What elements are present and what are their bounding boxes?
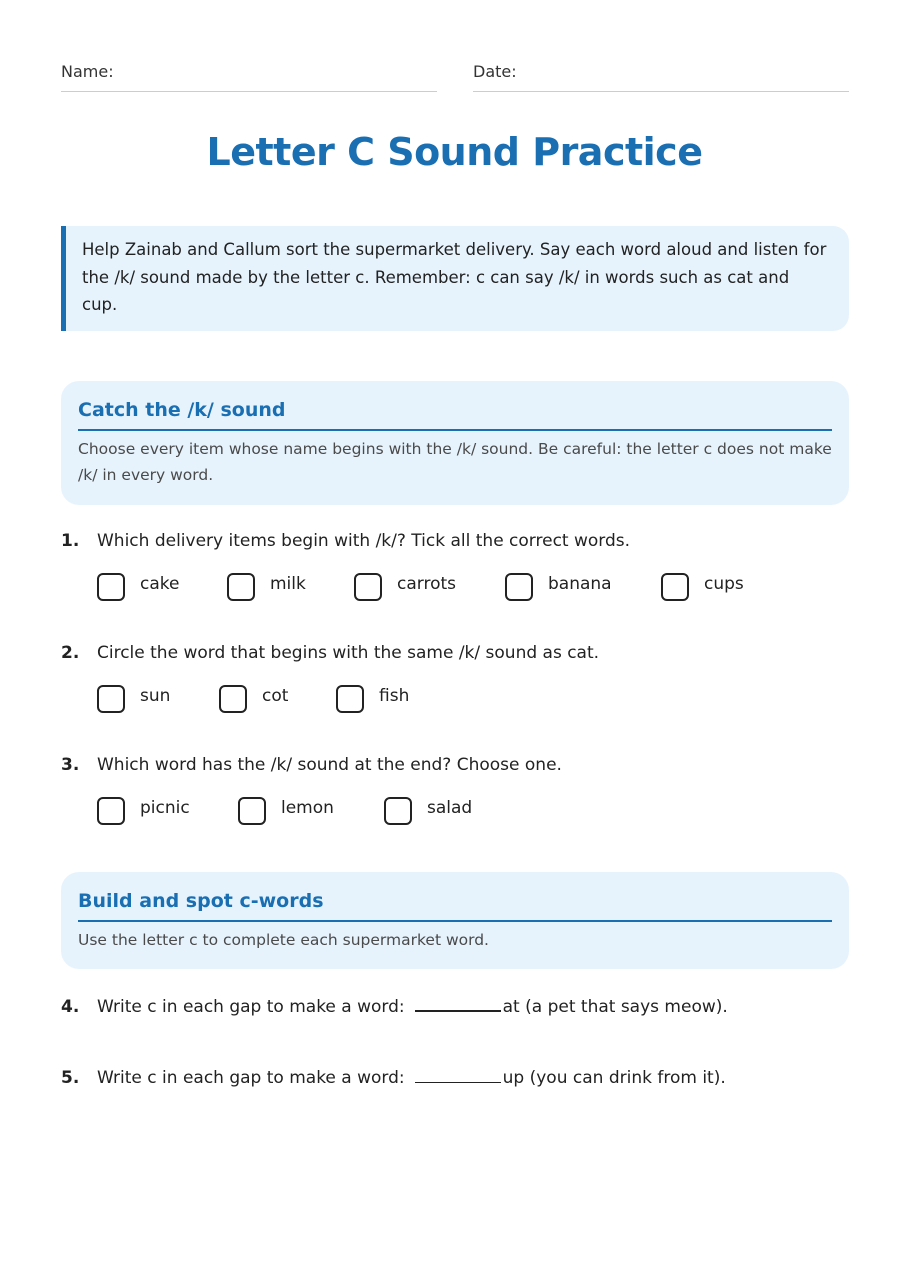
option-label: carrots	[397, 574, 456, 594]
question-prefix: Write c in each gap to make a word:	[97, 997, 405, 1017]
date-label: Date:	[473, 62, 517, 81]
checkbox[interactable]	[97, 685, 125, 713]
option-label: cot	[262, 686, 289, 706]
date-field[interactable]	[473, 60, 849, 92]
checkbox[interactable]	[97, 797, 125, 825]
checkbox[interactable]	[384, 797, 412, 825]
question-text	[97, 1068, 726, 1088]
option-label: lemon	[281, 798, 334, 818]
checkbox[interactable]	[227, 573, 255, 601]
option-label: fish	[379, 686, 410, 706]
question-number: 1.	[61, 531, 80, 551]
section-title: Build and spot c-words	[78, 888, 832, 922]
page-title: Letter C Sound Practice	[206, 130, 703, 174]
option-label: banana	[548, 574, 612, 594]
option-label: picnic	[140, 798, 190, 818]
option-label: salad	[427, 798, 473, 818]
intro-box: Help Zainab and Callum sort the supermarket delivery. Say each word aloud and listen for the /k/ sound made by the letter c. Remember: c can say /k/ in words such as cat and cup.	[61, 226, 849, 331]
option-label: milk	[270, 574, 306, 594]
option-label: cake	[140, 574, 180, 594]
question-text: Circle the word that begins with the same /k/ sound as cat.	[97, 643, 600, 663]
checkbox[interactable]	[354, 573, 382, 601]
question-suffix: up (you can drink from it).	[502, 1068, 726, 1088]
checkbox[interactable]	[661, 573, 689, 601]
checkbox[interactable]	[219, 685, 247, 713]
question-number: 4.	[61, 997, 80, 1017]
question-number: 5.	[61, 1068, 80, 1088]
checkbox[interactable]	[336, 685, 364, 713]
option-label: sun	[140, 686, 171, 706]
answer-blank[interactable]	[415, 1081, 501, 1083]
header-fields	[61, 60, 849, 92]
option-label: cups	[704, 574, 744, 594]
question-suffix: at (a pet that says meow).	[502, 997, 728, 1017]
question-text: Which word has the /k/ sound at the end? Choose one.	[97, 755, 562, 775]
section-title: Catch the /k/ sound	[78, 397, 832, 431]
name-label: Name:	[61, 62, 114, 81]
question-number: 3.	[61, 755, 80, 775]
question-prefix: Write c in each gap to make a word:	[97, 1068, 405, 1088]
checkbox[interactable]	[97, 573, 125, 601]
question-text: Which delivery items begin with /k/? Tick all the correct words.	[97, 531, 631, 551]
checkbox[interactable]	[238, 797, 266, 825]
section-description: Use the letter c to complete each supermarket word.	[78, 931, 489, 949]
checkbox[interactable]	[505, 573, 533, 601]
name-field[interactable]	[61, 60, 437, 92]
answer-blank[interactable]	[415, 1009, 501, 1012]
question-text	[97, 997, 728, 1017]
section-catch-k-sound	[61, 381, 849, 505]
section-build-c-words	[61, 872, 849, 969]
section-description: Choose every item whose name begins with the /k/ sound. Be careful: the letter c does not make /k/ in every word.	[78, 440, 832, 484]
question-number: 2.	[61, 643, 80, 663]
